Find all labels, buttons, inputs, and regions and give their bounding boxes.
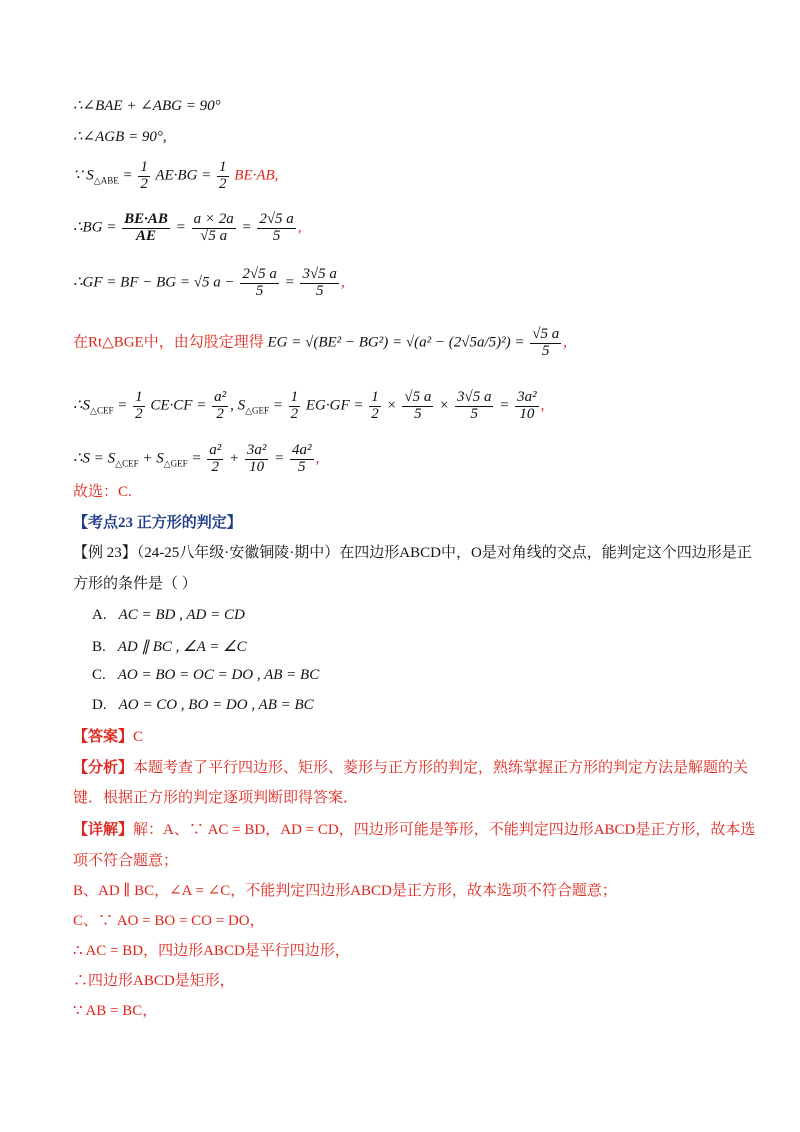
fraction-a2-over-2-b: $\frac{\text{a²}}{2}$ (209, 442, 222, 475)
fraction-gf-result-2: $\frac{3√5 a}{5}$ (457, 389, 492, 422)
total-area-prefix: ∴S = S (73, 450, 116, 467)
times: × (386, 397, 397, 414)
plus: + (229, 450, 240, 467)
area-symbol: ∴S (73, 397, 91, 414)
example-tag: 【例 23】 (73, 545, 137, 561)
fraction-bg-result-2: $\frac{2√5 a}{5}$ (242, 266, 277, 299)
analysis-text-1: 本题考查了平行四边形、矩形、菱形与正方形的判定，熟练掌握正方形的判定方法是解题的关 (133, 760, 749, 776)
step-line-6 (73, 327, 567, 360)
option-a: A. AC = BD , AD = CD (92, 607, 245, 623)
area-subscript: △CEF (90, 405, 114, 416)
fraction-3a2-over-10: $\frac{\text{3a²}}{10}$ (517, 389, 537, 422)
fraction-eg-result: $\frac{√5 a}{5}$ (532, 326, 560, 359)
step-line-3: ∵ $S_{\triangle ABE}$ = $\frac{1}{2}$ AE·BG = $\frac{1}{2}$ BE·AB, (73, 159, 279, 192)
pythagoras-intro: 在Rt△BGE中，由勾股定理得 (73, 334, 264, 351)
detail-line-3: B、AD ∥ BC，∠A = ∠C，不能判定四边形ABCD是正方形，故本选项不符合题意； (73, 883, 617, 899)
equals: = (274, 450, 285, 467)
example-line-2: 方形的条件是（ ） (73, 576, 197, 592)
area-subscript: △ABE (93, 175, 119, 186)
separator: , S (230, 397, 246, 414)
equals: = (241, 219, 252, 236)
detail-tag: 【详解】 (73, 822, 134, 838)
option-c: C. AO = BO = OC = DO , AB = BC (92, 667, 320, 683)
step-line-4 (73, 212, 302, 245)
expr-be-ab: BE·AB, (234, 167, 279, 184)
comma: , (563, 334, 567, 351)
fraction-a2-over-2: $\frac{\text{a²}}{2}$ (214, 389, 227, 422)
gf-prefix: ∴GF = BF − BG = √5 a − (73, 274, 235, 291)
fraction-half-2: $\frac{1}{2}$ (219, 159, 227, 192)
equals: = (191, 450, 202, 467)
choice-result: 故选：C. (73, 484, 132, 500)
fraction-half: $\frac{1}{2}$ (140, 159, 148, 192)
fraction-half-3: $\frac{1}{2}$ (135, 389, 143, 422)
example-text-1: 在四边形ABCD中，O是对角线的交点，能判定这个四边形是正 (339, 545, 752, 561)
comma: , (297, 219, 302, 236)
step-line-5 (73, 267, 345, 300)
fraction-bg-result: $\frac{2√5 a}{5}$ (259, 211, 294, 244)
fraction-bg-ratio: $\frac{BE\cdot AB}{AE}$ (124, 211, 168, 244)
plus: + S (142, 450, 164, 467)
comma: , (340, 274, 345, 291)
area-subscript: △CEF (115, 458, 139, 469)
expr-ae-bg: AE·BG = (155, 167, 212, 184)
equals: = (284, 274, 295, 291)
expr-ce-cf: CE·CF = (150, 397, 207, 414)
fraction-half-4: $\frac{1}{2}$ (290, 389, 299, 422)
option-d: D. AO = CO , BO = DO , AB = BC (92, 697, 314, 713)
answer-tag: 【答案】 (73, 729, 134, 745)
detail-line-1 (73, 820, 755, 840)
area-symbol: ∵ S (73, 167, 94, 184)
fraction-bg-ratio2: $\frac{a \times 2a}{√5 a}$ (193, 211, 234, 244)
example-line-1 (73, 543, 752, 563)
bg-prefix: ∴BG = (73, 219, 117, 236)
comma: , (540, 397, 545, 414)
times: × (439, 397, 450, 414)
expr-eg-gf: EG·GF = (305, 397, 364, 414)
area-subscript: △GEF (245, 405, 270, 416)
detail-line-4: C、∵ AO = BO = CO = DO， (73, 913, 265, 929)
analysis-line-1 (73, 758, 748, 778)
eg-expression: EG = √(BE² − BG²) = √(a² − (2√5a/5)²) = (267, 334, 525, 351)
step-line-8 (73, 443, 319, 476)
comma: , (315, 450, 320, 467)
option-b: B. AD ∥ BC , ∠A = ∠C (92, 639, 247, 655)
fraction-gf-result: $\frac{3√5 a}{5}$ (302, 266, 337, 299)
fraction-4a2-over-5: $\frac{\text{4a²}}{5}$ (292, 442, 312, 475)
example-source: （24-25八年级·安徽铜陵·期中） (136, 545, 340, 561)
analysis-tag: 【分析】 (73, 760, 134, 776)
detail-line-5: ∴ AC = BD，四边形ABCD是平行四边形， (73, 943, 350, 959)
detail-line-2: 项不符合题意； (73, 853, 179, 869)
fraction-half-5: $\frac{1}{2}$ (371, 389, 379, 422)
step-line-1: ∴∠BAE + ∠ABG = 90° (73, 98, 221, 114)
section-heading: 【考点23 正方形的判定】 (73, 515, 242, 531)
detail-text-1: 解：A、∵ AC = BD，AD = CD，四边形可能是筝形，不能判定四边形ABCD是正方形，故本选 (133, 822, 756, 838)
equals: = (175, 219, 186, 236)
analysis-line-2: 键．根据正方形的判定逐项判断即得答案． (73, 790, 359, 806)
detail-line-6: ∴四边形ABCD是矩形， (73, 973, 235, 989)
answer-value: C (133, 729, 144, 745)
step-line-7: $\therefore S_{\triangle CEF}$ = $\frac{1}{2}$ CE·CF = $\frac{\text{a²}}{2}$ , $S_{\triangle GEF}$ = $\frac{1}{2}$ EG·GF = $\frac{1}{2}$ × $\frac{√5 a}{5}$ × $\frac{3√5 a}{5}$ = $\frac{\text{3a²}}{10}$ , (73, 389, 545, 422)
answer-line (73, 727, 143, 747)
step-line-2: ∴∠AGB = 90°, (73, 129, 167, 145)
equals: = (499, 397, 510, 414)
fraction-eg-result-2: $\frac{√5 a}{5}$ (404, 389, 432, 422)
fraction-3a2-over-10-b: $\frac{\text{3a²}}{10}$ (246, 442, 267, 475)
detail-line-7: ∵ AB = BC， (73, 1003, 158, 1019)
area-subscript: △GEF (163, 458, 188, 469)
